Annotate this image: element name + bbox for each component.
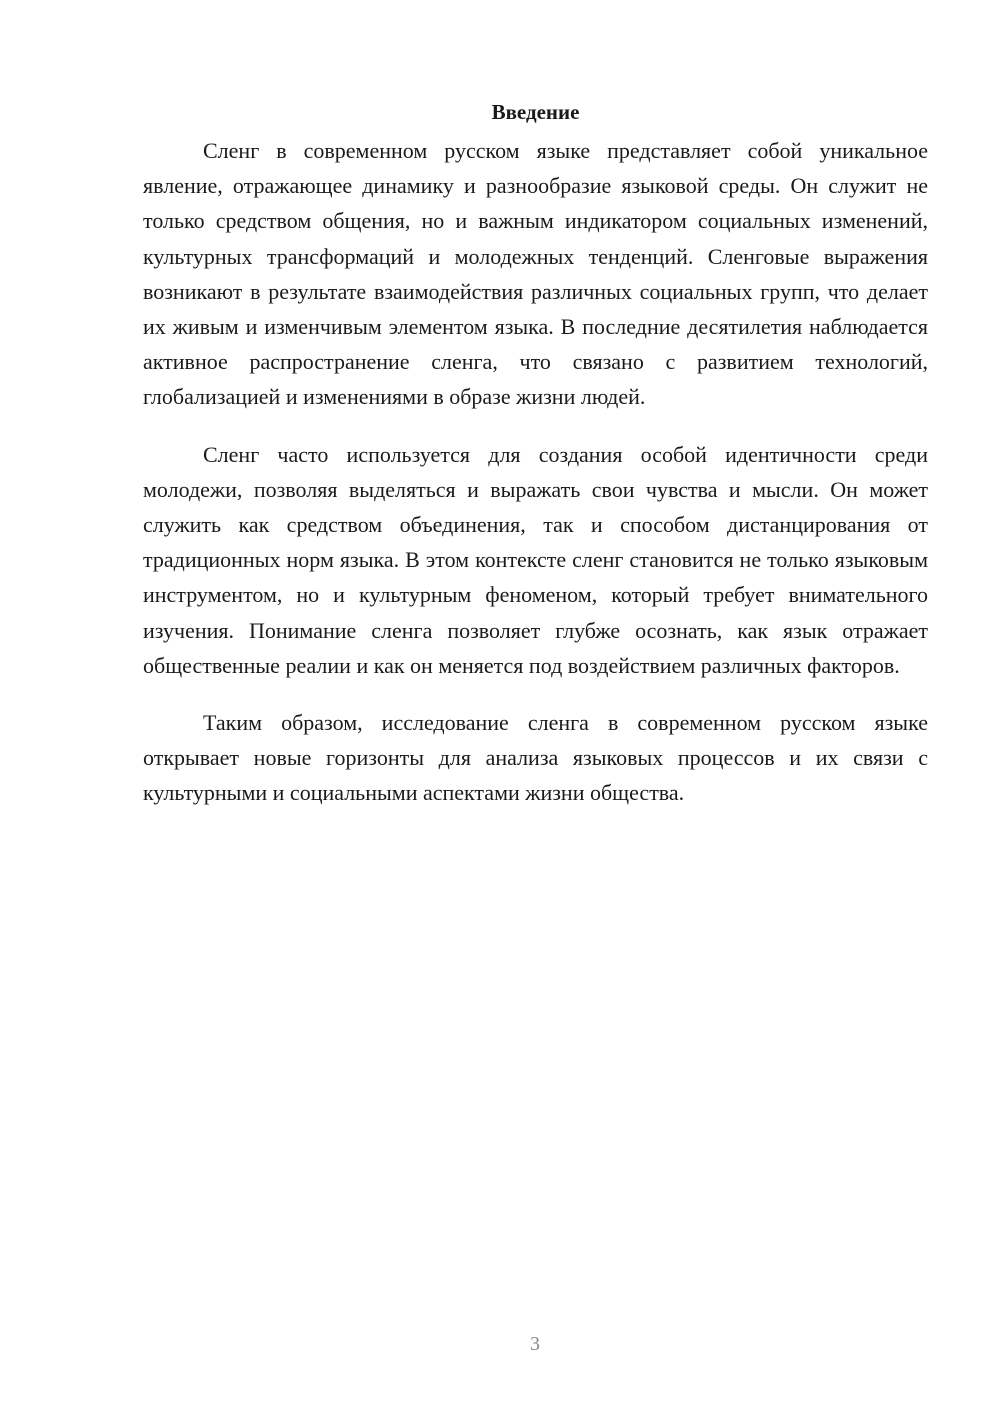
page-number: 3 xyxy=(530,1333,540,1355)
paragraph-3: Таким образом, исследование сленга в современном русском языке открывает новые горизонты для анализа языковых процессов и их связи с культурными и социальными аспектами жизни общества. xyxy=(143,710,928,806)
page-content xyxy=(143,98,928,833)
paragraph-2: Сленг часто используется для создания особой идентичности среди молодежи, позволяя выделяться и выражать свои чувства и мысли. Он может служить как средством объединения, так и способом дистанцирования от традиционных норм языка. В этом контексте сленг становится не только языковым инструментом, но и культурным феноменом, который требует внимательного изучения. Понимание сленга позволяет глубже осознать, как язык отражает общественные реалии и как он меняется под воздействием различных факторов. xyxy=(143,441,928,678)
section-heading: Введение xyxy=(491,100,580,124)
paragraph-1: Сленг в современном русском языке представляет собой уникальное явление, отражающее динамику и разнообразие языковой среды. Он служит не только средством общения, но и важным индикатором социальных изменений, культурных трансформаций и молодежных тенденций. Сленговые выражения возникают в результате взаимодействия различных социальных групп, что делает их живым и изменчивым элементом языка. В последние десятилетия наблюдается активное распространение сленга, что связано с развитием технологий, глобализацией и изменениями в образе жизни людей. xyxy=(143,138,928,410)
